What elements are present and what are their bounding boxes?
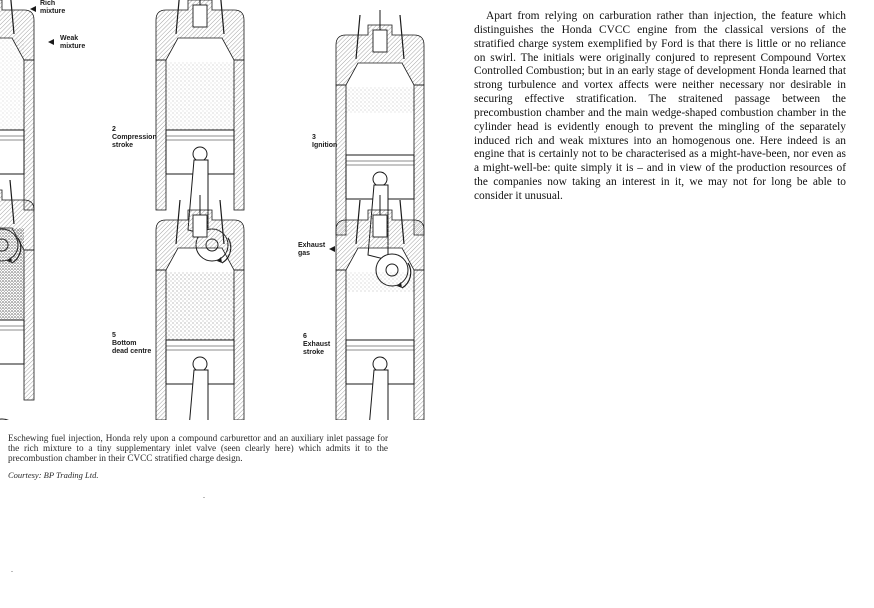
exhaust-gas-arrow [329,246,335,252]
engine-step-6 [336,195,424,420]
step-6-label: 6 Exhaust stroke [303,333,331,356]
step-3-label: 3 Ignition [312,134,338,149]
figure-caption: Eschewing fuel injection, Honda rely upon a compound carburettor and an auxiliary inlet passage for the rich mixture to a tiny supplementary inlet valve (seen clearly here) which admits it to the precombustion chamber in their CVCC stratified charge design. [8,433,388,464]
step-2-label: 2 Compression stroke [112,126,157,149]
scan-speck [11,571,13,572]
engine-step-5 [156,195,244,420]
weak-mixture-arrow [48,39,54,45]
engine-cycle-figure [0,0,440,420]
exhaust-gas-label: Exhaust gas [298,242,326,257]
scan-speck [203,497,205,498]
engine-step-4 [0,175,34,420]
rich-mixture-label: Rich mixture [40,0,66,15]
article-paragraph: Apart from relying on carburation rather than injection, the feature which distinguishes the Honda CVCC engine from the classical versions of the stratified charge system exemplified by Ford is that there is little or no reliance on swirl. The initials were originally conjured to represent Compound Vortex Controlled Combustion; but in an early stage of development Honda learned that strong turbulence and vortex affects were neither necessary nor desirable in securing effective stratification. The straitened passage between the precombustion chamber and the main wedge-shaped combustion chamber in the cylinder head is evidently enough to prevent the mingling of the separately induced rich and weak mixtures into an homogenous one. Here indeed is an engine that is certainly not to be characterised as a might-have-been, nor even as a might-well-be: quite simply it is – and in view of the production resources of the companies now taking an interest in it, we may not for long be able to consider it unusual. [474,10,846,202]
figure-credit: Courtesy: BP Trading Ltd. [8,470,99,480]
rich-mixture-arrow [30,6,36,12]
engine-diagrams [0,0,440,420]
weak-mixture-label: Weak mixture [60,35,86,50]
step-5-label: 5 Bottom dead centre [112,332,152,355]
